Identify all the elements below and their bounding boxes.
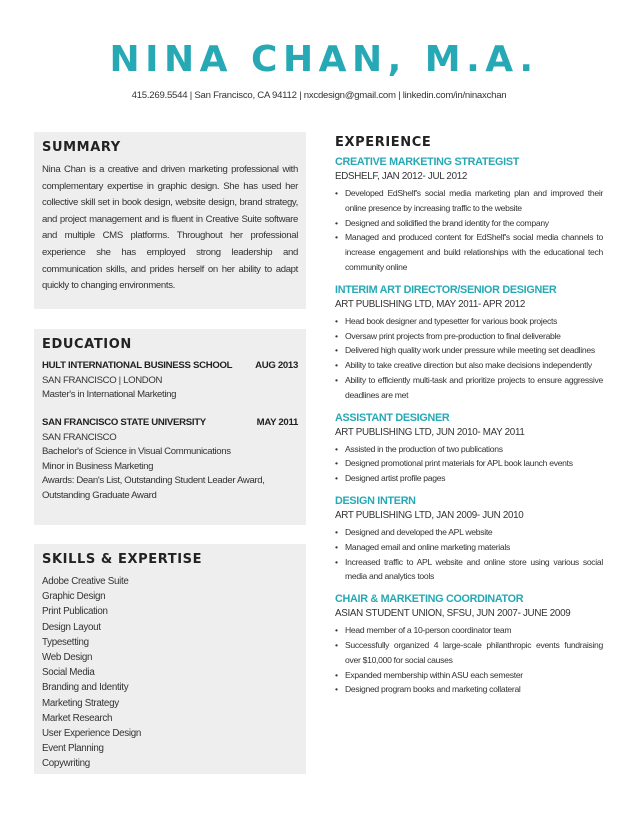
school-date: AUG 2013 — [255, 360, 298, 371]
job-organization: ART PUBLISHING LTD, JAN 2009- JUN 2010 — [335, 509, 524, 521]
job-bullet: • Designed artist profile pages — [335, 471, 603, 486]
job-bullet: • Oversaw print projects from pre-production to final deliverable — [335, 329, 603, 344]
job-bullet: • Designed and developed the APL website — [335, 525, 603, 540]
job-bullet: • Head book designer and typesetter for various book projects — [335, 314, 603, 329]
skill-item: Print Publication — [42, 606, 108, 618]
job-bullet: • Assisted in the production of two publications — [335, 442, 603, 457]
job-bullet: • Expanded membership within ASU each semester — [335, 668, 603, 683]
skill-item: Market Research — [42, 712, 113, 724]
job-bullet: • Ability to efficiently multi-task and prioritize projects to ensure aggressive deadlines are met — [335, 373, 603, 403]
skill-item: Adobe Creative Suite — [42, 576, 129, 587]
job-bullet: • Developed EdShelf's social media marketing plan and improved their online presence by increasing traffic to the website — [335, 186, 603, 216]
job-bullet: • Managed email and online marketing materials — [335, 540, 603, 555]
job-title: CREATIVE MARKETING STRATEGIST — [335, 156, 520, 168]
job-entry — [335, 592, 603, 697]
skills-title: SKILLS & EXPERTISE — [42, 552, 203, 567]
job-entry — [335, 494, 603, 584]
job-entry — [335, 283, 603, 403]
job-title: CHAIR & MARKETING COORDINATOR — [335, 593, 524, 606]
job-organization: EDSHELF, JAN 2012- JUL 2012 — [335, 171, 468, 182]
school-detail: SAN FRANCISCO — [42, 432, 117, 443]
job-title: ASSISTANT DESIGNER — [335, 411, 450, 424]
experience-title: EXPERIENCE — [335, 135, 432, 150]
skill-item: Marketing Strategy — [42, 697, 119, 709]
job-bullets — [335, 314, 603, 403]
skill-item: Typesetting — [42, 636, 89, 648]
school-detail: Awards: Dean's List, Outstanding Student Leader Award, — [42, 475, 265, 487]
school-heading — [42, 359, 298, 374]
skill-item: Branding and Identity — [42, 682, 129, 694]
school-detail: Bachelor's of Science in Visual Communications — [42, 446, 231, 458]
school-heading — [42, 416, 298, 431]
experience-section — [335, 134, 603, 705]
summary-text: Nina Chan is a creative and driven marketing professional with complementary expertise in graphic design. She has used her collective skill set in book design, website design, brand strategy, and project management and is fluent in Creative Suite software and multiple CMS platforms. Throughout her professional experience she has employed strong leadership and communication skills, and prides herself on her ability to adapt quickly to changing environments. — [42, 164, 298, 292]
job-organization: ART PUBLISHING LTD, JUN 2010- MAY 2011 — [335, 426, 525, 438]
school-detail: Outstanding Graduate Award — [42, 489, 157, 501]
jobs-list — [335, 155, 603, 697]
job-bullet: • Designed program books and marketing collateral — [335, 682, 603, 697]
school-date: MAY 2011 — [256, 417, 298, 429]
job-entry — [335, 155, 603, 275]
job-organization: ART PUBLISHING LTD, MAY 2011- APR 2012 — [335, 298, 526, 310]
skill-item: Copywriting — [42, 758, 90, 770]
job-bullet: • Designed and solidified the brand identity for the company — [335, 216, 603, 231]
skill-item: Web Design — [42, 652, 93, 664]
skill-item: Design Layout — [42, 621, 101, 633]
candidate-name: NINA CHAN, M.A. — [109, 39, 539, 80]
job-bullet: • Increased traffic to APL website and online store using various social media and analytics tools — [335, 555, 603, 585]
job-bullets — [335, 525, 603, 584]
job-organization: ASIAN STUDENT UNION, SFSU, JUN 2007- JUNE 2009 — [335, 608, 571, 620]
skills-list — [42, 574, 298, 772]
job-title: INTERIM ART DIRECTOR/SENIOR DESIGNER — [335, 283, 557, 296]
education-entry — [42, 416, 298, 503]
job-bullet: • Head member of a 10-person coordinator team — [335, 623, 603, 638]
job-bullet: • Designed promotional print materials for APL book launch events — [335, 456, 603, 471]
resume-header — [0, 38, 638, 82]
job-bullet: • Managed and produced content for EdShelf's social media channels to increase engagement and build relationships with the educational tech community online — [335, 230, 603, 274]
education-entry — [42, 359, 298, 402]
skill-item: User Experience Design — [42, 728, 142, 740]
education-section — [34, 329, 306, 525]
school-name: SAN FRANCISCO STATE UNIVERSITY — [42, 417, 206, 429]
skills-section — [34, 544, 306, 774]
summary-title: SUMMARY — [42, 140, 121, 155]
school-name: HULT INTERNATIONAL BUSINESS SCHOOL — [42, 360, 233, 371]
job-bullets — [335, 623, 603, 697]
school-detail: Minor in Business Marketing — [42, 460, 154, 472]
summary-section — [34, 132, 306, 309]
skill-item: Social Media — [42, 667, 95, 679]
skill-item: Graphic Design — [42, 591, 106, 603]
job-bullets — [335, 442, 603, 486]
contact-line: 415.269.5544 | San Francisco, CA 94112 | nxcdesign@gmail.com | linkedin.com/in/ninaxchan — [131, 90, 507, 101]
job-entry — [335, 411, 603, 486]
school-detail: Master's in International Marketing — [42, 389, 177, 400]
job-bullet: • Delivered high quality work under pressure while meeting set deadlines — [335, 343, 603, 358]
job-bullet: • Ability to take creative direction but also make decisions independently — [335, 358, 603, 373]
job-bullets — [335, 186, 603, 275]
job-title: DESIGN INTERN — [335, 494, 416, 507]
school-detail: SAN FRANCISCO | LONDON — [42, 374, 163, 386]
job-bullet: • Successfully organized 4 large-scale philanthropic events fundraising over $10,000 for social causes — [335, 638, 603, 668]
education-title: EDUCATION — [42, 337, 132, 352]
skill-item: Event Planning — [42, 743, 104, 755]
